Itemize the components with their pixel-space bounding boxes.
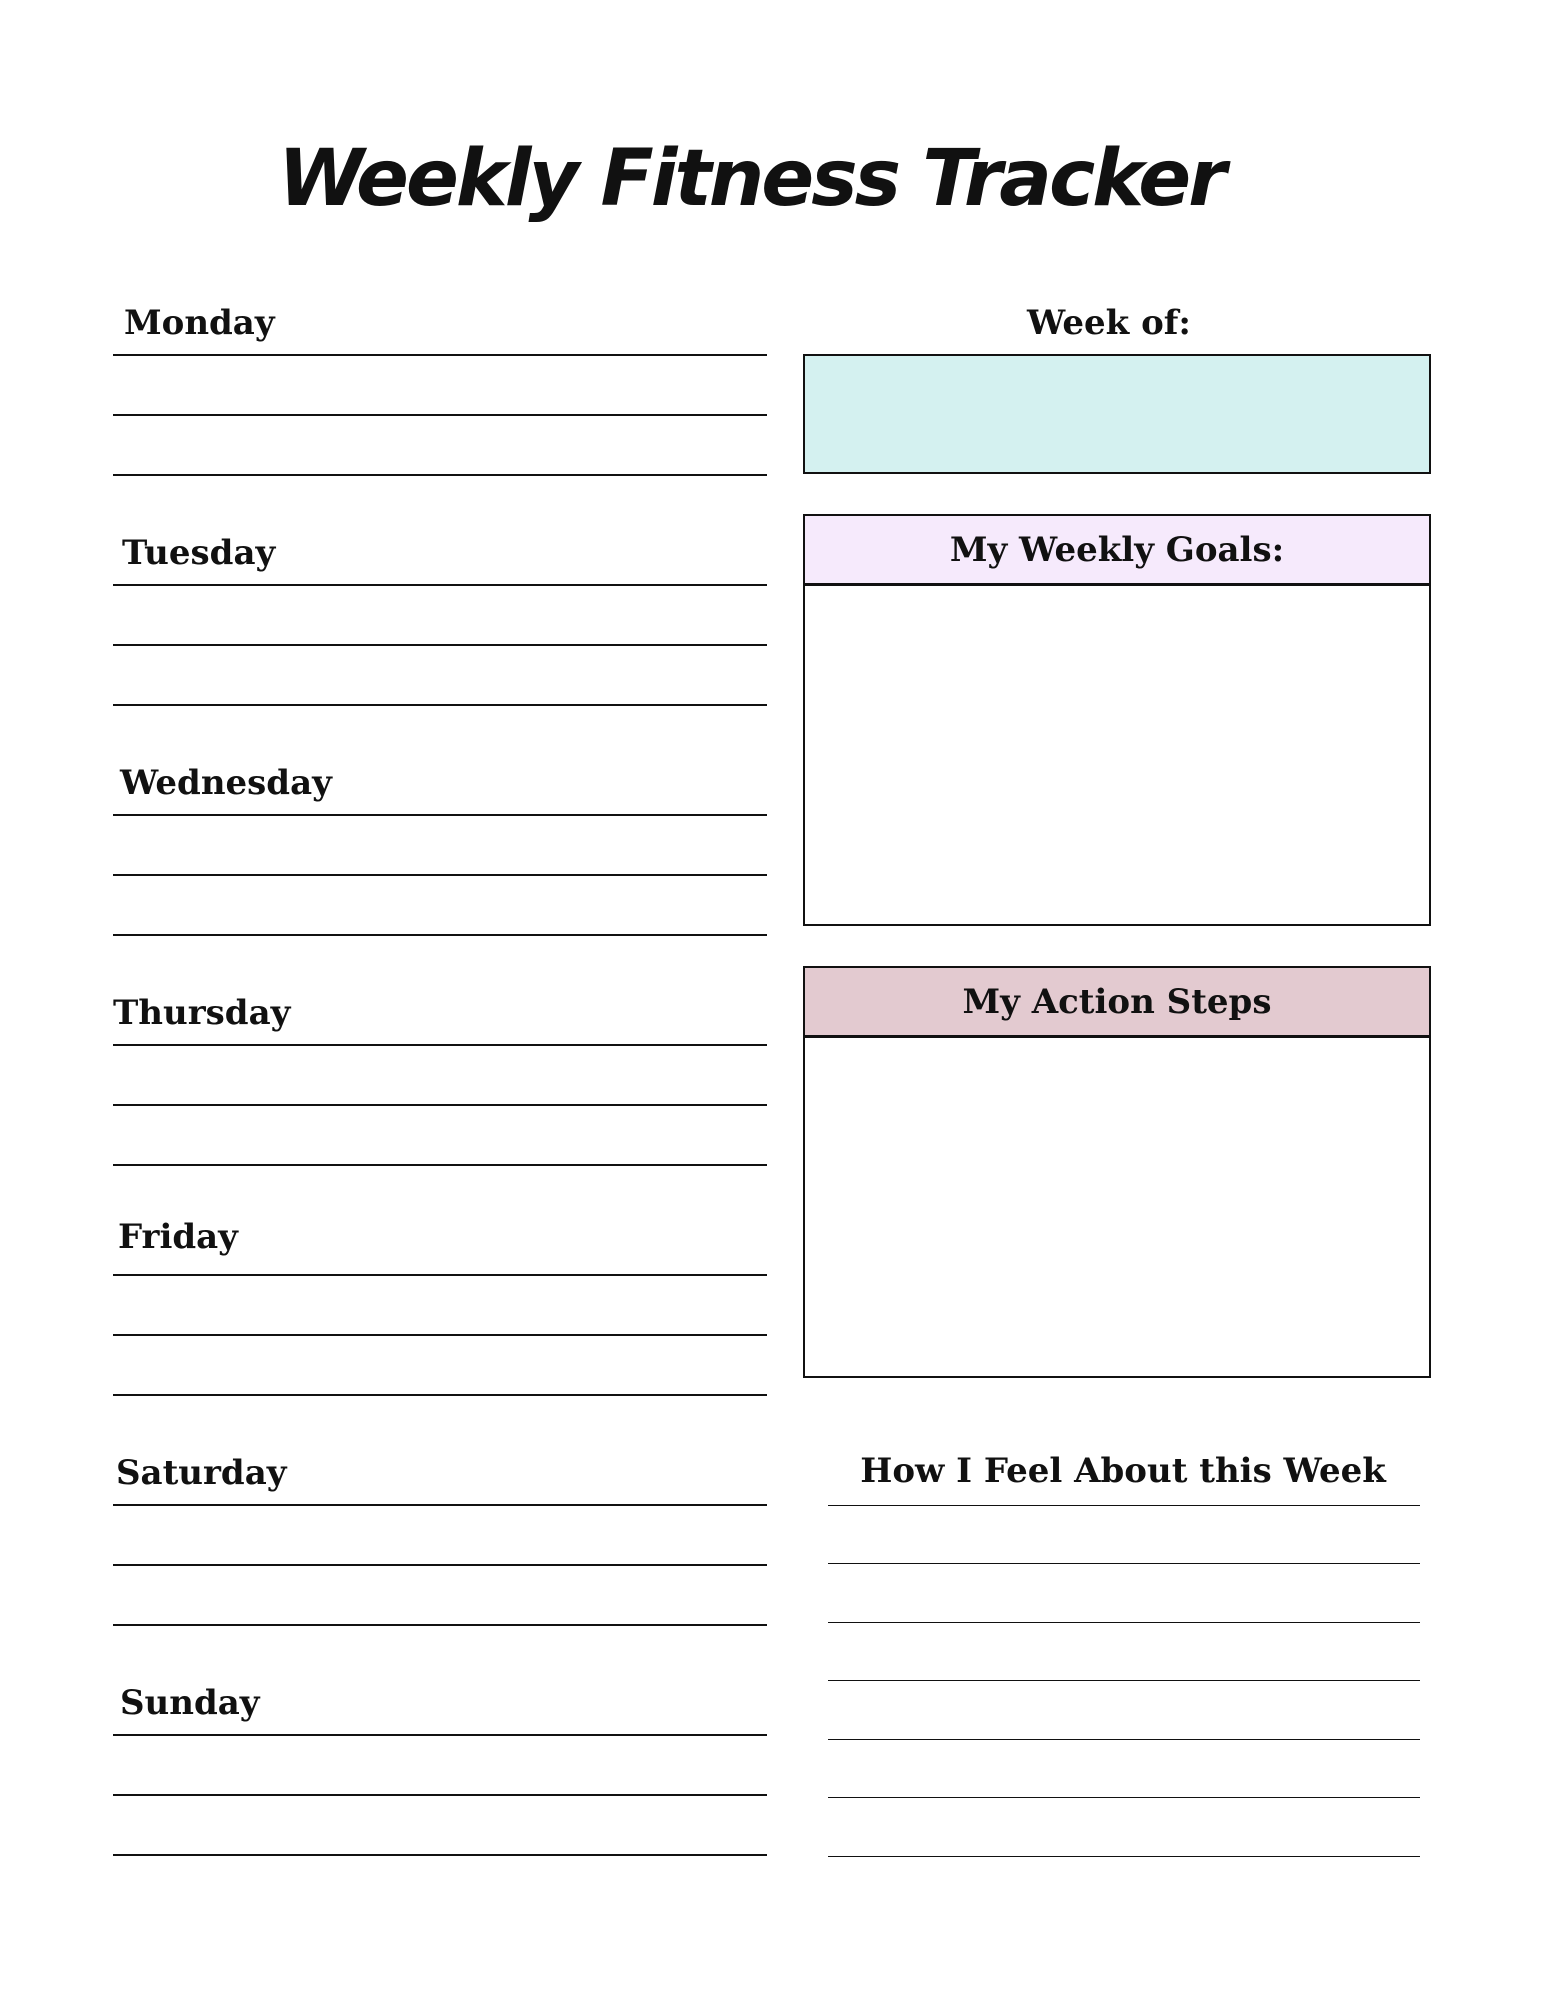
feel-line-6[interactable] xyxy=(828,1797,1420,1798)
weekly-goals-header xyxy=(805,516,1429,586)
day-label-monday: Monday xyxy=(124,303,275,343)
sunday-line-2[interactable] xyxy=(113,1794,767,1796)
sunday-line-3[interactable] xyxy=(113,1854,767,1856)
action-steps-title: My Action Steps xyxy=(962,981,1272,1022)
feel-line-5[interactable] xyxy=(828,1739,1420,1740)
week-of-label: Week of: xyxy=(1027,303,1191,343)
saturday-line-2[interactable] xyxy=(113,1564,767,1566)
week-of-input-box[interactable] xyxy=(803,354,1431,474)
tuesday-line-1[interactable] xyxy=(113,584,767,586)
wednesday-line-2[interactable] xyxy=(113,874,767,876)
sunday-line-1[interactable] xyxy=(113,1734,767,1736)
saturday-line-3[interactable] xyxy=(113,1624,767,1626)
feel-line-4[interactable] xyxy=(828,1680,1420,1681)
action-steps-panel xyxy=(803,966,1431,1378)
day-label-saturday: Saturday xyxy=(116,1453,287,1493)
monday-line-1[interactable] xyxy=(113,354,767,356)
page-title: Weekly Fitness Tracker xyxy=(278,134,1224,224)
thursday-line-2[interactable] xyxy=(113,1104,767,1106)
feel-line-1[interactable] xyxy=(828,1505,1420,1506)
friday-line-1[interactable] xyxy=(113,1274,767,1276)
day-label-thursday: Thursday xyxy=(113,993,291,1033)
monday-line-2[interactable] xyxy=(113,414,767,416)
action-steps-input-area[interactable] xyxy=(805,1038,1429,1374)
friday-line-2[interactable] xyxy=(113,1334,767,1336)
saturday-line-1[interactable] xyxy=(113,1504,767,1506)
thursday-line-3[interactable] xyxy=(113,1164,767,1166)
weekly-goals-panel xyxy=(803,514,1431,926)
wednesday-line-1[interactable] xyxy=(113,814,767,816)
tuesday-line-2[interactable] xyxy=(113,644,767,646)
tuesday-line-3[interactable] xyxy=(113,704,767,706)
how-i-feel-label: How I Feel About this Week xyxy=(860,1451,1386,1491)
action-steps-header xyxy=(805,968,1429,1038)
day-label-friday: Friday xyxy=(118,1217,238,1257)
monday-line-3[interactable] xyxy=(113,474,767,476)
feel-line-3[interactable] xyxy=(828,1622,1420,1623)
feel-line-2[interactable] xyxy=(828,1563,1420,1564)
weekly-goals-title: My Weekly Goals: xyxy=(949,529,1285,570)
day-label-tuesday: Tuesday xyxy=(122,533,276,573)
friday-line-3[interactable] xyxy=(113,1394,767,1396)
weekly-goals-input-area[interactable] xyxy=(805,586,1429,922)
wednesday-line-3[interactable] xyxy=(113,934,767,936)
thursday-line-1[interactable] xyxy=(113,1044,767,1046)
day-label-wednesday: Wednesday xyxy=(120,763,332,803)
day-label-sunday: Sunday xyxy=(120,1683,260,1723)
feel-line-7[interactable] xyxy=(828,1856,1420,1857)
